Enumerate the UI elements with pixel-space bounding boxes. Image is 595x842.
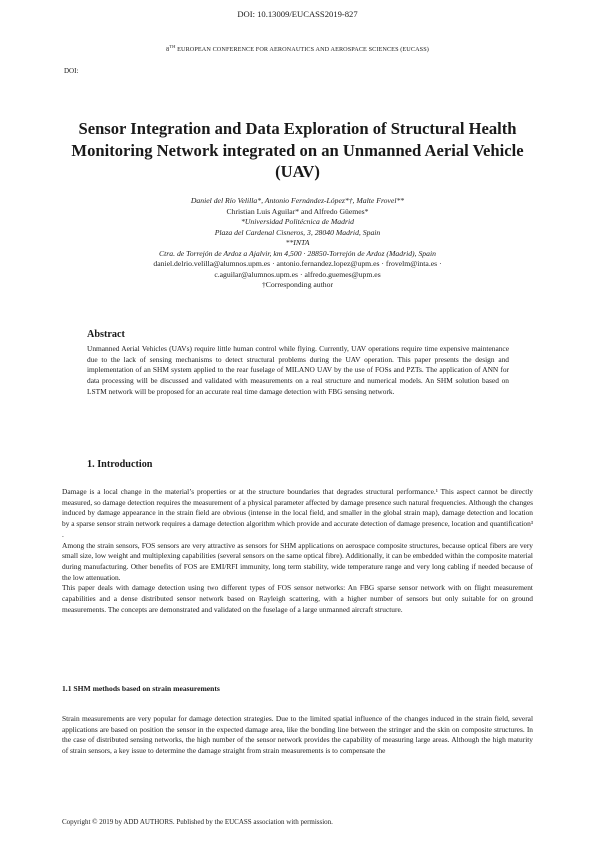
section-heading-introduction: 1. Introduction	[87, 459, 153, 470]
author-emails: daniel.delrio.velilla@alumnos.upm.es · antonio.fernandez.lopez@upm.es · frovelm@inta.es ·	[153, 259, 442, 268]
corresponding-author-note: †Corresponding author	[261, 280, 334, 289]
author-block	[80, 196, 515, 291]
conference-ordinal-suffix: TH	[169, 44, 176, 49]
author-names: Daniel del Río Velilla*, Antonio Fernández-López*†, Malte Frovel**	[190, 196, 405, 205]
abstract-heading: Abstract	[87, 329, 125, 340]
paragraph: Damage is a local change in the material’s properties or at the structure boundaries that degrades structural performance.¹ This aspect cannot be directly measured, so damage detection requires the measurement of a physical parameter affected by damage presence such natural frequencies. Although the changes induced by damage appearance in the strain field are obvious (intense in the local field, and smaller in the global strain map), damage detection and location by a sparse sensor strain network requires a damage detection algorithm which provide and accurate detection of damage presence, location and quantification³ .	[62, 487, 533, 539]
copyright-footer: Copyright © 2019 by ADD AUTHORS. Published by the EUCASS association with permission.	[62, 818, 333, 826]
affiliation-2-address: Ctra. de Torrejón de Ardoz a Ajalvir, km 4,500 · 28850-Torrejón de Ardoz (Madrid), Spain	[159, 248, 436, 258]
paragraph: Strain measurements are very popular for damage detection strategies. Due to the limited spatial influence of the changes induced in the strain field, several applications are based on position the sensor in the expected damage area, like the bonding line between the stringer and the skin on composite structures. In the case of distributed sensing networks, the high number of the sensor network provides the capability of measuring large areas. Although the high maturity of strain sensors, a key issue to determine the damage straight from strain measurements is to compensate the	[62, 714, 533, 756]
doi-header: DOI: 10.13009/EUCASS2019-827	[237, 9, 358, 19]
affiliation-1-address: Plaza del Cardenal Cisneros, 3, 28040 Madrid, Spain	[214, 227, 381, 237]
subsection-body	[62, 714, 533, 757]
conference-name	[0, 44, 595, 53]
paragraph: This paper deals with damage detection using two different types of FOS sensor networks: An FBG sparse sensor network with on flight measurement capabilities and a dense distributed sensor network based on Rayleigh scattering, with a higher number of sensors but only suitable for on ground measurements. The concepts are demonstrated and validated on the fuselage of a large unmanned aircraft structure.	[62, 583, 533, 614]
subsection-heading-shm-methods: 1.1 SHM methods based on strain measurements	[62, 684, 220, 693]
author-emails-2: c.aguilar@alumnos.upm.es · alfredo.guemes@upm.es	[214, 269, 381, 279]
paper-title: Sensor Integration and Data Exploration of Structural Health Monitoring Network integrated on an Unmanned Aerial Vehicle (UAV)	[71, 119, 524, 182]
doi-label: DOI:	[64, 67, 79, 75]
introduction-body	[62, 487, 533, 615]
conference-ordinal: 8	[166, 46, 170, 54]
paragraph: Among the strain sensors, FOS sensors are very attractive as sensors for SHM applications on aerospace composite structures, because optical fibers are very small size, low weight and multiplexing capabilities (several sensors on the same optical fibre). Additionally, it can be embedded within the composite material during manufacturing. Other benefits of FOS are EMI/RFI immunity, long term stability, wide temperature range and very long cabling if needed because of the low attenuation.	[62, 540, 533, 582]
abstract-text: Unmanned Aerial Vehicles (UAVs) require little human control while flying. Currently, UAV operations require time expensive maintenance due to the lack of sensing mechanisms to detect structural problems during the UAV operation. This paper presents the design and implementation of an SHM system applied to the rear fuselage of MILANO UAV by the use of FOSs and PZTs. The application of ANN for data processing will be discussed and validated with measurements on a real structure and numerical models. An SHM solution based on LSTM network will be proposed for an accurate real time damage detection with FBG sensing network.	[87, 344, 509, 396]
author-names-2: Christian Luis Aguilar* and Alfredo Güemes*	[226, 206, 369, 216]
conference-title: EUROPEAN CONFERENCE FOR AERONAUTICS AND AEROSPACE SCIENCES (EUCASS)	[175, 46, 429, 54]
affiliation-2: **INTA	[285, 238, 310, 247]
affiliation-1: *Universidad Politécnica de Madrid	[241, 217, 354, 226]
